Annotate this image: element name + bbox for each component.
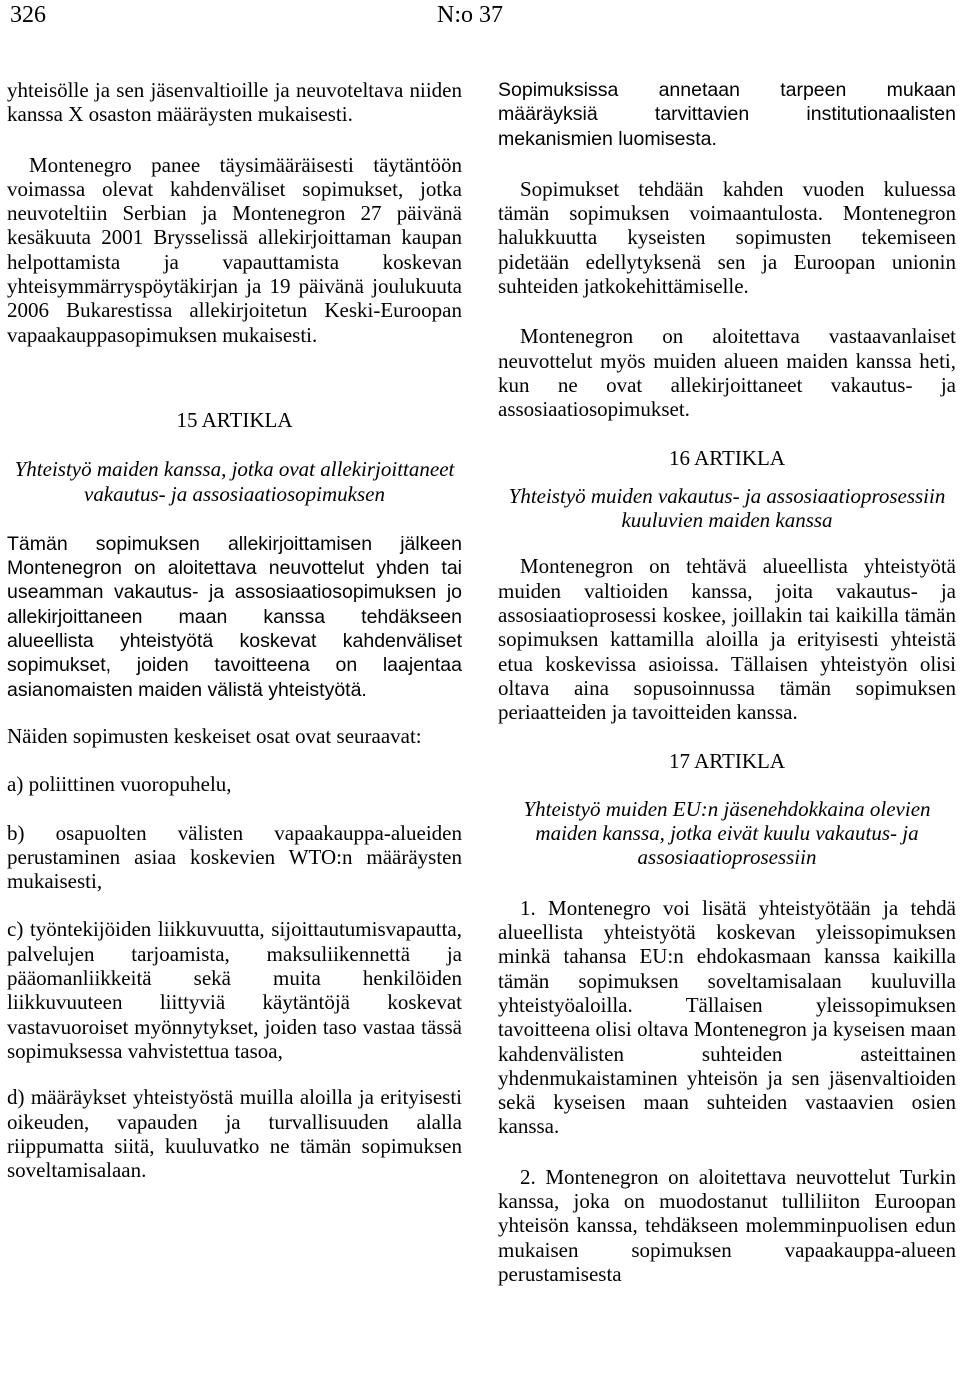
list-item: c) työntekijöiden liikkuvuutta, sijoittautumisvapautta, palvelujen tarjoamista, maksuliikennettä ja pääomanliikkeitä sekä muita henkilöiden liikkuvuuteen liittyviä käytäntöjä koskevat vastavuoroiset myönnytykset, joiden taso vastaa tässä sopimuksessa vahvistettua tasoa, bbox=[7, 917, 462, 1063]
article-title: Yhteistyö muiden EU:n jäsenehdokkaina olevien maiden kanssa, jotka eivät kuulu vakautus- ja assosiaatioprosessiin bbox=[523, 796, 931, 870]
paragraph: Sopimuksissa annetaan tarpeen mukaan määräyksiä tarvittavien institutionaalisten mekanismien luomisesta. bbox=[498, 79, 956, 150]
paragraph: 2. Montenegron on aloitettava neuvottelut Turkin kanssa, joka on muodostanut tulliliiton Euroopan yhteisön kanssa, tehdäkseen molemminpuolisen edun mukaisen sopimuksen vapaakauppa-alueen perustamisesta bbox=[498, 1164, 956, 1286]
paragraph: Näiden sopimusten keskeiset osat ovat seuraavat: bbox=[7, 723, 422, 748]
paragraph: Sopimukset tehdään kahden vuoden kuluessa tämän sopimuksen voimaantulosta. Montenegron halukkuutta kyseisten sopimusten tekemiseen pidetään edellytyksenä sen ja Euroopan unionin suhteiden jatkokehittämiselle. bbox=[498, 176, 956, 299]
list-item: a) poliittinen vuoropuhelu, bbox=[7, 772, 232, 797]
article-heading: 15 ARTIKLA bbox=[176, 407, 293, 432]
paragraph: Montenegron on aloitettava vastaavanlaiset neuvottelut myös muiden alueen maiden kanssa heti, kun ne ovat allekirjoittaneet vakautus- ja assosiaatiosopimukset. bbox=[498, 324, 956, 422]
paragraph: Montenegro panee täysimääräisesti täytäntöön voimassa olevat kahdenväliset sopimukset, jotka neuvoteltiin Serbian ja Montenegron 27 päivänä kesäkuuta 2001 Brysselissä allekirjoittaman kaupan helpottamista ja vapauttamista koskevan yhteisymmärryspöytäkirjan ja 19 päivänä joulukuuta 2006 Bukarestissa allekirjoitetun Keski-Euroopan vapaakauppasopimuksen mukaisesti. bbox=[7, 152, 462, 347]
paragraph: Montenegron on tehtävä alueellista yhteistyötä muiden valtioiden kanssa, joita vakautus- ja assosiaatioprosessi koskee, joillakin tai kaikilla tämän sopimuksen kattamilla aloilla ja erityisesti yhteistä etua koskevissa asioissa. Tällaisen yhteistyön olisi oltava aina sopusoinnussa tämän sopimuksen periaatteiden ja tavoitteiden kanssa. bbox=[498, 554, 956, 725]
paragraph: Tämän sopimuksen allekirjoittamisen jälkeen Montenegron on aloitettava neuvottelut yhden tai useamman vakautus- ja assosiaatiosopimuksen jo allekirjoittaneen maan kanssa tehdäkseen alueellista yhteistyötä koskevat kahdenväliset sopimukset, joiden tavoitteena on laajentaa asianomaisten maiden välistä yhteistyötä. bbox=[7, 532, 462, 701]
article-title: Yhteistyö muiden vakautus- ja assosiaatioprosessiin kuuluvien maiden kanssa bbox=[508, 483, 946, 533]
journal-reference: N:o 37 bbox=[437, 2, 503, 28]
list-item: d) määräykset yhteistyöstä muilla aloilla ja erityisesti oikeuden, vapauden ja turvallisuuden alalla riippumatta siitä, kuuluvatko ne tämän sopimuksen soveltamisalaan. bbox=[7, 1085, 462, 1183]
page-number: 326 bbox=[10, 2, 46, 28]
article-title: Yhteistyö maiden kanssa, jotka ovat allekirjoittaneet vakautus- ja assosiaatiosopimuksen bbox=[14, 457, 455, 506]
right-column bbox=[498, 78, 956, 1286]
paragraph: yhteisölle ja sen jäsenvaltioille ja neuvoteltava niiden kanssa X osaston määräysten mukaisesti. bbox=[7, 78, 462, 127]
article-heading: 16 ARTIKLA bbox=[669, 445, 785, 470]
paragraph: 1. Montenegro voi lisätä yhteistyötään ja tehdä alueellista yhteistyötä koskevan yleissopimuksen minkä tahansa EU:n ehdokasmaan kanssa kaikilla tämän sopimuksen soveltamisalaan kuuluvilla yhteistyöaloilla. Tällaisen yleissopimuksen tavoitteena olisi oltava Montenegron ja kyseisen maan kahdenvälisten suhteiden asteittainen yhdenmukaistaminen yhteisön ja sen jäsenvaltioiden sekä kyseisen maan suhteiden vastaavien osien kanssa. bbox=[498, 895, 956, 1139]
article-heading: 17 ARTIKLA bbox=[669, 748, 785, 773]
list-item: b) osapuolten välisten vapaakauppa-alueiden perustaminen asiaa koskevien WTO:n määräysten mukaisesti, bbox=[7, 820, 462, 894]
left-column bbox=[7, 78, 462, 1182]
